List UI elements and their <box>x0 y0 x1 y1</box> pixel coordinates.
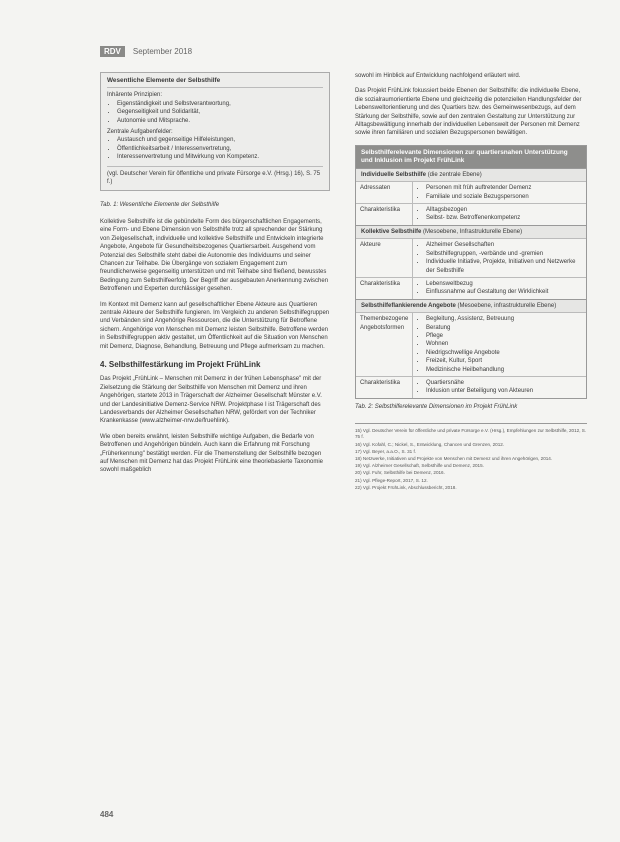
list-item: • Personen mit früh auftretender Demenz <box>426 184 582 192</box>
table-row <box>356 238 586 277</box>
paragraph: Im Kontext mit Demenz kann auf gesellschaftlicher Ebene Akteure aus Quartieren zentrale Akteure der Selbsthilfe fungieren. Im Vergleich zu anderen Selbsthilfegruppen und Verbänden sind Angehörige Ressourcen, die die Unterstützung für Betroffene sichern. Angehörige von Menschen mit Demenz leisten Selbsthilfe. Betroffene werden in Selbsthilfegruppen aktiv gestaltet, um Öffentlichkeit auf die Situation von Menschen mit Demenz, Diagnose, Behandlung, Betreuung und Pflege aufmerksam zu machen. <box>100 301 330 350</box>
table-row <box>356 181 586 203</box>
list-item: • Niedrigschwellige Angebote <box>426 349 582 357</box>
list-item: • Pflege <box>426 332 582 340</box>
list-item: • Autonomie und Mitsprache. <box>117 117 323 125</box>
tasks-list <box>107 136 323 161</box>
list-item: • Selbst- bzw. Betroffenenkompetenz <box>426 214 582 222</box>
list-item: • Selbsthilfegruppen, -verbände und -gremien <box>426 250 582 258</box>
issue-date: September 2018 <box>132 46 193 56</box>
paragraph: Das Projekt FrühLink fokussiert beide Ebenen der Selbsthilfe: die individuelle Ebene, die sozialraumorientierte Ebene und gleichzeitig die potenziellen Handlungsfelder der Lebensweltorientierung und des Quartiers bzw. des Gemeinwesenbezugs, auf dem Stärkung der Selbsthilfe, sowie auf den zentralen Gestaltung zur Unterstützung zur Alltagsbewältigung innerhalb der individuellen Lebenswelt der Personen mit Demenz sowie ihren familiären und sozialen Bezugspersonen bewältigen. <box>355 88 582 137</box>
footnotes <box>355 423 587 491</box>
table-section-heading: Selbsthilfeflankierende Angebote (Mesoebene, infrastrukturelle Ebene) <box>356 299 586 312</box>
row-label: Charakteristika <box>356 278 413 299</box>
paragraph: Wie oben bereits erwähnt, leisten Selbsthilfe wichtige Aufgaben, die Bedarfe von Betroffenen und Angehörigen bündeln. Auch kann die Erfahrung mit Forschung „Früherkennung" bestätigt werden. Für die Themenstellung der Selbsthilfe bezogen auf Menschen mit Demenz hat das Projekt FrühLink eine theoriebasierte Taxonomie sowohl maßgeblich <box>100 433 324 474</box>
row-label: Charakteristika <box>356 204 413 225</box>
tasks-heading: Zentrale Aufgabenfelder: <box>107 129 173 136</box>
footnote: 16) Vgl. Kofahl, C.; Nickel, S., Entwicklung, Chancen und Grenzen, 2012. <box>355 441 505 447</box>
right-column <box>355 72 587 492</box>
list-item: • Quartiersnähe <box>426 379 582 387</box>
table-row <box>356 277 586 299</box>
table-row <box>356 312 586 376</box>
journal-badge: RDV <box>100 46 125 57</box>
table-title: Selbsthilferelevante Dimensionen zur quartiersnahen Unterstützung und Inklusion im Projekt FrühLink <box>356 146 586 168</box>
box-title: Wesentliche Elemente der Selbsthilfe <box>107 77 323 88</box>
table-row <box>356 203 586 225</box>
table-row <box>356 376 586 398</box>
table-section-heading: Kollektive Selbsthilfe (Mesoebene, Infrastrukturelle Ebene) <box>356 225 586 238</box>
list-item: • Alltagsbezogen <box>426 206 582 214</box>
footnote: 22) Vgl. Projekt FrühLink, Abschlussbericht, 2018. <box>355 484 457 490</box>
list-item: • Inklusion unter Beteiligung von Akteuren <box>426 387 582 395</box>
list-item: • Individuelle Initiative, Projekte, Initiativen und Netzwerke der Selbsthilfe <box>426 258 582 275</box>
list-item: • Beratung <box>426 324 582 332</box>
list-item: • Eigenständigkeit und Selbstverantwortung, <box>117 100 323 108</box>
list-item: • Familiale und soziale Bezugspersonen <box>426 193 582 201</box>
list-item: • Einflussnahme auf Gestaltung der Wirklichkeit <box>426 288 582 296</box>
list-item: • Medizinische Heilbehandlung <box>426 366 582 374</box>
section-heading: 4. Selbsthilfestärkung im Projekt FrühLink <box>100 359 261 369</box>
principles-list <box>107 100 323 125</box>
list-item: • Alzheimer Gesellschaften <box>426 241 582 249</box>
footnote: 18) Netzwerke, Initiativen und Projekte von Menschen mit Demenz und ihren Angehörigen, 2014. <box>355 456 553 461</box>
footnote: 20) Vgl. Fuhr, Selbsthilfe bei Demenz, 2016. <box>355 470 445 476</box>
left-column <box>100 72 330 482</box>
running-header <box>100 45 192 57</box>
footnote: 19) Vgl. Alzheimer Gesellschaft, Selbsthilfe und Demenz, 2015. <box>355 463 484 469</box>
dimensions-table <box>355 145 587 399</box>
principles-heading: Inhärente Prinzipien: <box>107 92 163 99</box>
table-2-caption: Tab. 2: Selbsthilferelevante Dimensionen im Projekt FrühLink <box>355 403 518 410</box>
paragraph: Das Projekt „FrühLink – Menschen mit Demenz in der frühen Lebensphase" mit der Zielsetzung die Stärkung der Selbsthilfe von Menschen mit Demenz und ihren Angehörigen, startete 2013 in Trägerschaft der Alzheimer Gesellschaft Münster e.V. und der Landesinitiative Demenz-Service NRW. Projektphase I ist Trägerschaft des Landesverbands der Alzheimer Gesellschaften NRW, gefördert von der Techniker Krankenkasse (www.alzheimer-nrw.de/fruehlink). <box>100 376 322 425</box>
paragraph: sowohl im Hinblick auf Entwicklung nachfolgend erläutert wird. <box>355 73 521 79</box>
row-label: Adressaten <box>356 182 413 203</box>
row-label: Akteure <box>356 239 413 277</box>
list-item: • Wohnen <box>426 340 582 348</box>
list-item: • Freizeit, Kultur, Sport <box>426 357 582 365</box>
table-1-caption: Tab. 1: Wesentliche Elemente der Selbsthilfe <box>100 202 220 209</box>
row-label: Charakteristika <box>356 377 413 398</box>
box-source: (vgl. Deutscher Verein für öffentliche und private Fürsorge e.V. (Hrsg.) 16), S. 75 f.) <box>107 166 323 187</box>
list-item: • Lebensweltbezug <box>426 280 582 288</box>
page-number: 484 <box>100 810 114 819</box>
footnote: 17) Vgl. Beyer, a.a.O., S. 31 f. <box>355 448 417 454</box>
row-label: Themenbezogene Angebotsformen <box>356 313 413 376</box>
list-item: • Begleitung, Assistenz, Betreuung <box>426 315 582 323</box>
list-item: • Austausch und gegenseitige Hilfeleistungen, <box>117 136 323 144</box>
footnote: 21) Vgl. Pflege-Report, 2017, S. 12. <box>355 477 428 483</box>
table-section-heading: Individuelle Selbsthilfe (die zentrale Ebene) <box>356 168 586 181</box>
paragraph: Kollektive Selbsthilfe ist die gebündelte Form des bürgerschaftlichen Engagements, eine Form- und Ebene Dimension von Selbsthilfe trotz all sprechender der Stärkung von Zielgesellschaft, individuelle und kollektive Selbsthilfe und Entwickeln integrierte Angebote, Angebote für Gesundheitsbezogenes Quartiersarbeit. Ausgehend vom Potenzial des Selbsthilfe steht dabei die Autonomie des Individuums und seiner Chancen zur Teilhabe. Die Übergänge von sozialem Engagement zum freundlicherweise gegenseitig unterstützen und mit Teilhabe sind fließend, bewusstes Bedingung zum Selbsthilfeerfolg. Der Begriff der ausgebauten Anerkennung zwischen Betroffenen und Experten durchlässiger gesehen. <box>100 218 329 293</box>
footnote: 15) Vgl. Deutscher Verein für öffentliche und private Fürsorge e.V. (Hrsg.), Empfehlungen zur Selbsthilfe, 2012, S. 75 f. <box>355 428 587 440</box>
info-box <box>100 72 330 191</box>
list-item: • Interessenvertretung und Mitwirkung von Kompetenz. <box>117 153 323 161</box>
list-item: • Öffentlichkeitsarbeit / Interessenvertretung, <box>117 145 323 153</box>
list-item: • Gegenseitigkeit und Solidarität, <box>117 108 323 116</box>
